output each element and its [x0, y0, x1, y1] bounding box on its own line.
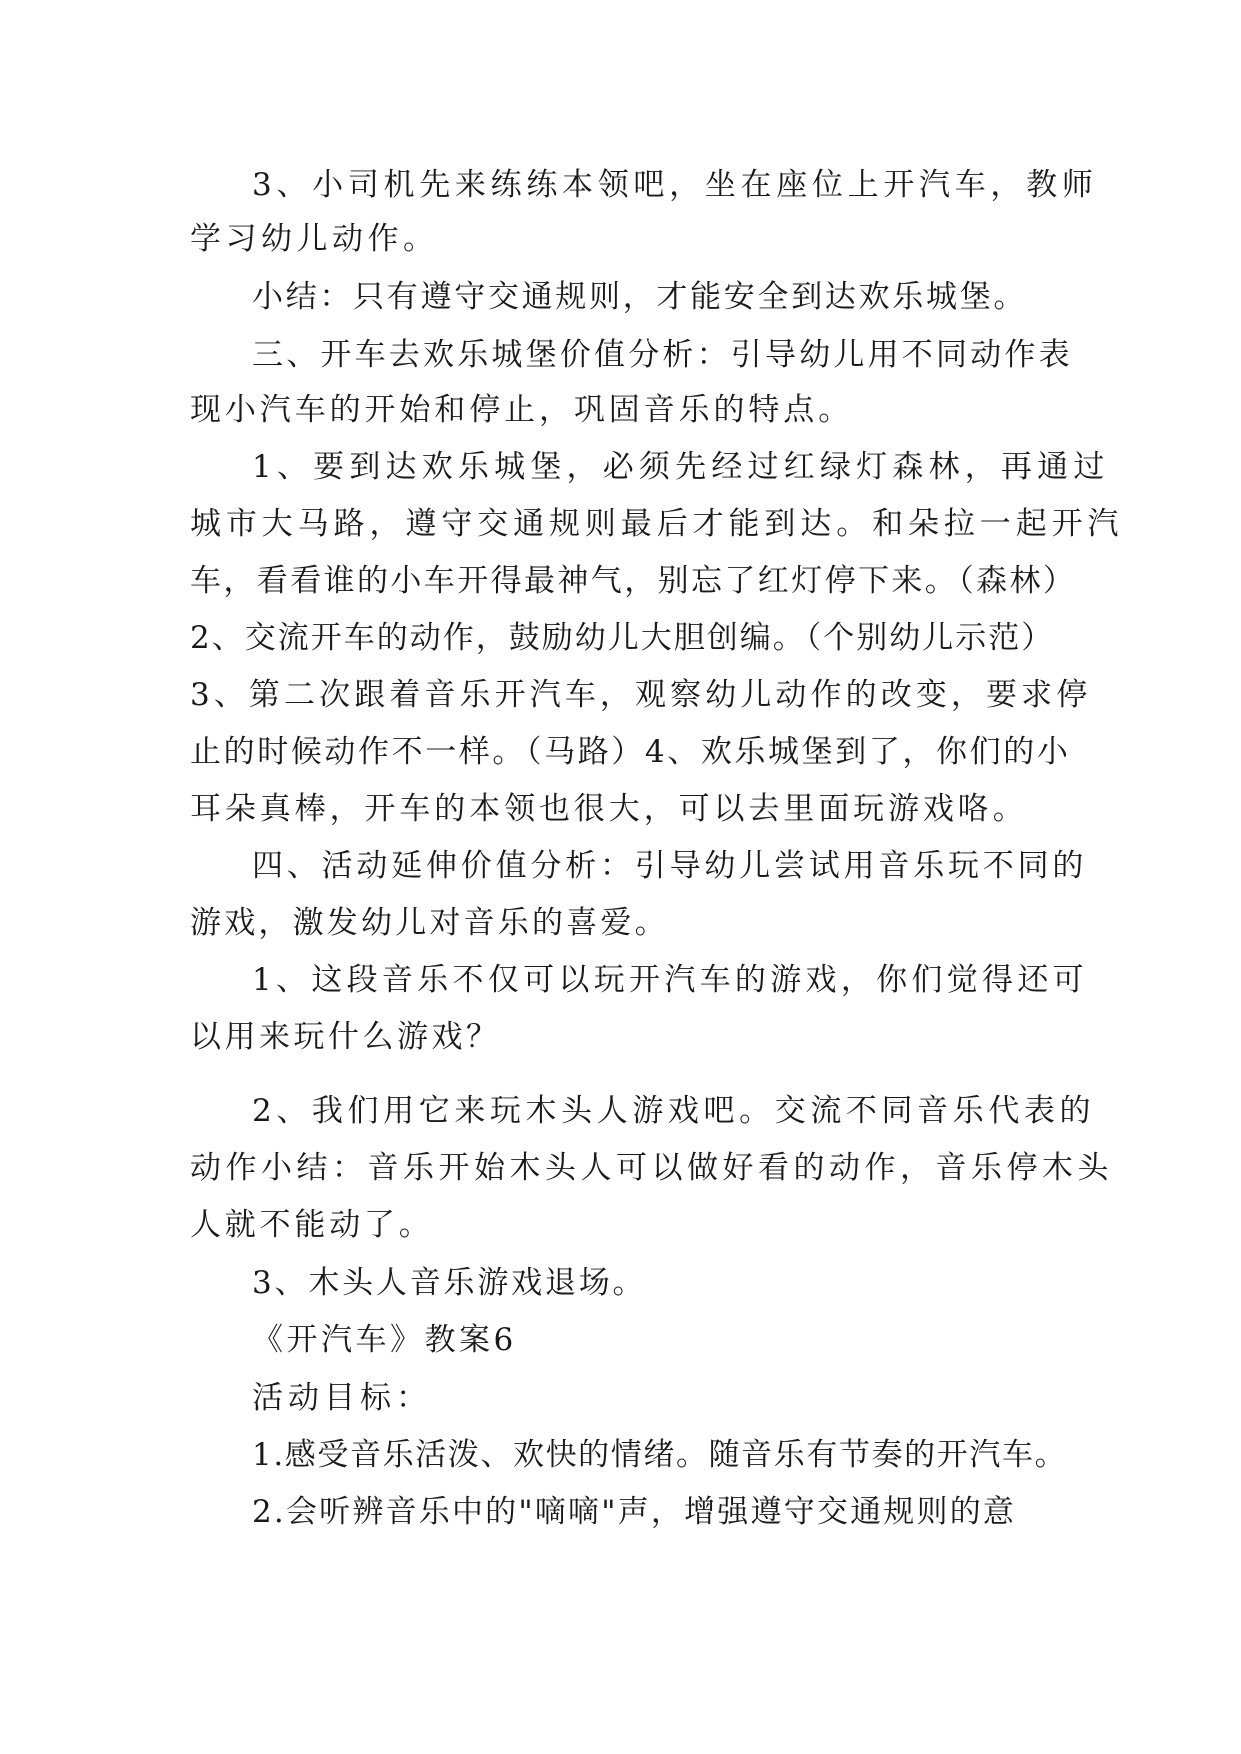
body-line: 学习幼儿动作。 [190, 221, 439, 257]
body-line: 人就不能动了。 [190, 1207, 434, 1243]
body-line: 动作小结：音乐开始木头人可以做好看的动作，音乐停木头 [190, 1150, 1113, 1186]
body-line: 3、木头人音乐游戏退场。 [252, 1265, 647, 1301]
document-title: 《开汽车》教案6 [252, 1322, 517, 1358]
body-line: 车，看看谁的小车开得最神气，别忘了红灯停下来。（森林） [190, 563, 1077, 599]
body-line: 现小汽车的开始和停止，巩固音乐的特点。 [190, 392, 854, 428]
subheading: 活动目标： [252, 1380, 432, 1416]
body-line: 城市大马路，遵守交通规则最后才能到达。和朵拉一起开汽 [190, 506, 1124, 542]
body-line: 小结：只有遵守交通规则，才能安全到达欢乐城堡。 [252, 279, 1028, 315]
body-line: 3、小司机先来练练本领吧，坐在座位上开汽车，教师 [252, 167, 1098, 203]
body-line: 止的时候动作不一样。（马路）4、欢乐城堡到了，你们的小 [190, 734, 1071, 770]
body-line: 1、要到达欢乐城堡，必须先经过红绿灯森林，再通过 [252, 449, 1110, 485]
body-line: 3、第二次跟着音乐开汽车，观察幼儿动作的改变，要求停 [190, 677, 1092, 713]
body-line: 1.感受音乐活泼、欢快的情绪。随音乐有节奏的开汽车。 [252, 1437, 1068, 1473]
section-heading: 四、活动延伸价值分析：引导幼儿尝试用音乐玩不同的 [252, 848, 1088, 884]
body-line: 耳朵真棒，开车的本领也很大，可以去里面玩游戏咯。 [190, 791, 1028, 827]
body-line: 1、这段音乐不仅可以玩开汽车的游戏，你们觉得还可 [252, 962, 1088, 998]
body-line: 2、交流开车的动作，鼓励幼儿大胆创编。（个别幼儿示范） [190, 620, 1055, 656]
section-heading: 三、开车去欢乐城堡价值分析：引导幼儿用不同动作表 [252, 337, 1073, 373]
body-line: 游戏，激发幼儿对音乐的喜爱。 [190, 905, 669, 941]
body-line: 2、我们用它来玩木头人游戏吧。交流不同音乐代表的 [252, 1093, 1096, 1129]
body-line: 以用来玩什么游戏？ [190, 1019, 501, 1055]
body-line: 2.会听辨音乐中的"嘀嘀"声，增强遵守交通规则的意 [252, 1494, 1017, 1530]
